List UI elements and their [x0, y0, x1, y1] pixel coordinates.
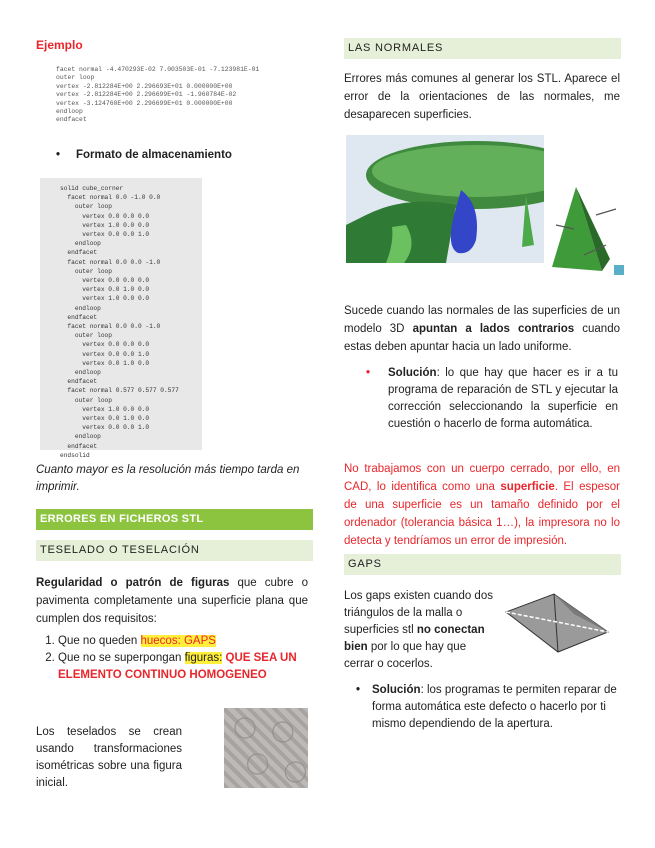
bullet-dot: • [366, 367, 371, 379]
storage-format-heading: • Formato de almacenamiento [56, 149, 232, 161]
normals-3d-model-image [346, 135, 544, 263]
errors-section-header: ERRORES EN FICHEROS STL [36, 509, 313, 530]
normals-explanation: Sucede cuando las normales de las superficies de un modelo 3D apuntan a lados contrarios cuando estas deben apuntar hacia un lado uniforme. [344, 305, 620, 353]
gap-mesh-image [504, 592, 616, 654]
facet-sample: facet normal -4.470293E-02 7.003503E-01 -7.123981E-01 outer loop vertex -2.812284E+00 2.296693E+01 0.000000E+00 vertex -2.812284E+00 2.296699E+01 -1.960784E-02 vertex -3.124760E+00 2.296699E+01 0.000000E+00 endloop endfacet [56, 66, 260, 124]
tessellation-definition: Regularidad o patrón de figuras que cubre o pavimenta completamente una superficie plana que cumplen dos requisitos: [36, 577, 308, 625]
closed-body-note: No trabajamos con un cuerpo cerrado, por ello, en CAD, lo identifica como una superficie. El espesor de una superficie es un tamaño definido por el ordenador (tolerancia básica 1…), la impresora no lo detecta y tendríamos un error de impresión. [344, 463, 620, 547]
solution-1-item: • Solución: lo que hay que hacer es ir a tu programa de reparación de STL y ejecutar la corrección seleccionando la superficie en cuestión o hacerlo de forma automática. [366, 367, 618, 430]
example-title: Ejemplo [36, 38, 83, 52]
gaps-explanation: Los gaps existen cuando dos triángulos de la malla o superficies stl no conectan bien por lo que hay que cerrar o cocerlos. [344, 590, 493, 670]
resolution-note: Cuanto mayor es la resolución más tiempo tarda en imprimir. [36, 464, 300, 493]
requirements-list [36, 633, 320, 684]
normals-intro: Errores más comunes al generar los STL. Aparece el error de la orientaciones de las normales, me desaparecen superficies. [344, 73, 620, 121]
tessellation-header: TESELADO O TESELACIÓN [36, 540, 313, 561]
requirement-1: 1. Que no queden huecos: GAPS [58, 633, 320, 650]
tessellation-creation: Los teselados se crean usando transformaciones isométricas sobre una figura inicial. [36, 726, 182, 789]
pyramid-normals-image [544, 185, 624, 275]
solution-2-item: • Solución: los programas te permiten reparar de forma automática este defecto o hacerlo por ti mismo dependiendo de la apertura. [356, 684, 617, 730]
stl-code-sample: solid cube_corner facet normal 0.0 -1.0 0.0 outer loop vertex 0.0 0.0 0.0 vertex 1.0 0.0 0.0 vertex 0.0 0.0 1.0 endloop endfacet facet normal 0.0 0.0 -1.0 outer loop vertex 0.0 0.0 0.0 vertex 0.0 1.0 0.0 vertex 1.0 0.0 0.0 endloop endfacet facet normal 0.0 0.0 -1.0 outer loop vertex 0.0 0.0 0.0 vertex 0.0 0.0 1.0 vertex 0.0 1.0 0.0 endloop endfacet facet normal 0.577 0.577 0.577 outer loop vertex 1.0 0.0 0.0 vertex 0.0 1.0 0.0 vertex 0.0 0.0 1.0 endloop endfacet endsolid [40, 178, 202, 450]
normals-header: LAS NORMALES [344, 38, 621, 59]
gaps-header: GAPS [344, 554, 621, 575]
bullet-dot: • [356, 684, 361, 696]
requirement-2: 2. Que no se superpongan figuras: QUE SEA UN ELEMENTO CONTINUO HOMOGENEO [58, 650, 320, 684]
stone-tessellation-image [224, 708, 308, 788]
